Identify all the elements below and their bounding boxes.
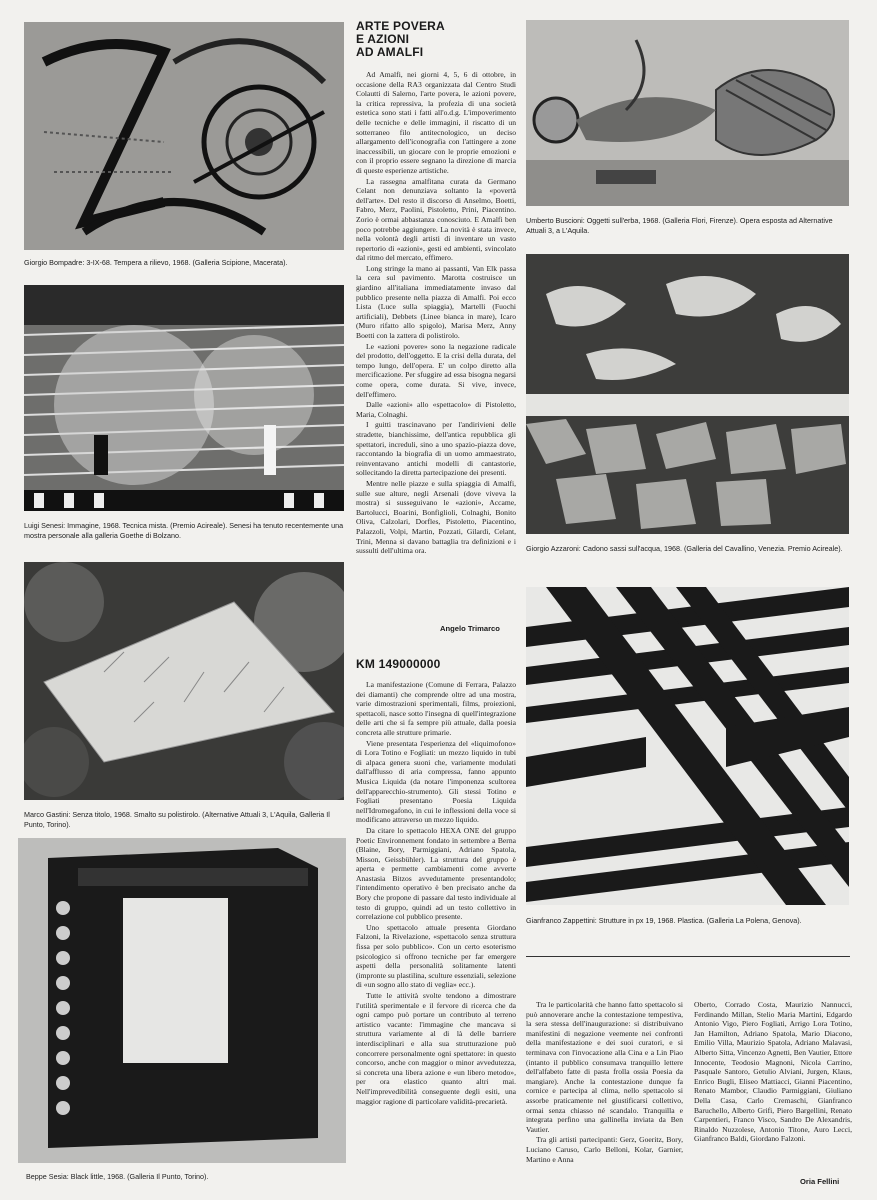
- article-body-arte-povera: [356, 70, 516, 620]
- caption-gastini: Marco Gastini: Senza titolo, 1968. Smalto su polistirolo. (Alternative Attuali 3, L'Aquila, Galleria Il Punto, Torino).: [24, 810, 330, 829]
- paragraph: La rassegna amalfitana curata da Germano Celant non denunziava soltanto la «povertà dell'arte». Del resto il discorso di Anselmo, Boetti, Fabro, Merz, Paolini, Pistoletto, Prini, Piacentino. Zorio è ormai abbastanza conosciuto. E Amalfi ben poco potrebbe aggiungere. La novità è stata invece, nella volontà degli artisti di inventare un vasto repertorio di «azioni», gesti ed ambienti, svincolato dal ritmo del mercato, effimero.: [356, 176, 516, 263]
- paragraph: Dalle «azioni» allo «spettacolo» di Pistoletto, Maria, Colnaghi.: [356, 400, 516, 419]
- paragraph: Tra gli artisti partecipanti: Gerz, Goeritz, Bory, Luciano Caruso, Carlo Belloni, Kolar, Garnier, Martino e Anna: [526, 1135, 683, 1164]
- article-headline-line3: AD AMALFI: [356, 45, 424, 59]
- paragraph: Uno spettacolo attuale presenta Giordano Falzoni, la Rivelazione, «spettacolo senza struttura fissa per solo pubblico». Con un certo esoterismo psicologico si offrono tecniche per far emergere aspetti della personalità solitamente latenti (impronte su plastilina, sculture essenziali, selezione di «un sogno allo stato di veglia» ecc.).: [356, 922, 516, 990]
- artwork-azzaroni-image: [526, 254, 849, 534]
- artwork-sesia-image: [18, 838, 346, 1163]
- artwork-gastini-image: [24, 562, 344, 800]
- article2-continuation-left: [526, 1000, 683, 1195]
- signature-fellini: Oria Fellini: [800, 1177, 840, 1186]
- article-headline-line1: ARTE POVERA: [356, 19, 445, 33]
- caption-senesi: Luigi Senesi: Immagine, 1968. Tecnica mista. (Premio Acireale). Senesi ha tenuto recentemente una mostra personale alla galleria Goethe di Bolzano.: [24, 521, 344, 540]
- paragraph: I guitti trascinavano per l'andirivieni delle stradette, bianchissime, dell'antica repubblica gli spettatori, increduli, sino a uno spazio-piazza dove, raccontando la biografia di un uomo ammaestrato, reinventavano antichi modelli di cantastorie, sollecitando la diretta partecipazione dei presenti.: [356, 420, 516, 478]
- article2-headline: KM 149000000: [356, 657, 441, 671]
- artwork-bompadre-image: [24, 22, 344, 250]
- paragraph: Le «azioni povere» sono la negazione radicale del prodotto, dell'oggetto. E la crisi della durata, del tempo lungo, dell'opera. E' un colpo diretto alla mercificazione. Per sfuggire ad essa bisogna negarsi come opera, come durata. Si vive, invece, dell'effimero.: [356, 341, 516, 399]
- paragraph: Oberto, Corrado Costa, Maurizio Nannucci, Ferdinando Millan, Stelio Maria Martini, Edgardo Antonio Vigo, Piero Fogliati, Arrigo Lora Totino, Jan Hamilton, Adriano Spatola, Mario Diacono, Emilio Villa, Maurizio Spatola, Adriano Malavasi, Alberto Sitta, Vincenzo Agnetti, Ben Vautier, Ettore Innocente, Teodosio Magnoni, Nicola Carrino, Pasquale Santoro, Getulio Alviani, Jurgen, Klaus, Enrico Bugli, Eliseo Mattiacci, Gianni Piacentino, Renato Mambor, Claudio Parmiggiani, Giuliano Della Casa, Carlo Cremaschi, Gianfranco Baruchello, Alberto Grifi, Piero Bargellini, Renato Carpentieri, Franco Visco, Sandro De Alexandris, Rinaldo Nuzzolese, Antonio Titone, Auro Lecci, Gianfranco Baldi, Giordano Falzoni.: [694, 1000, 852, 1144]
- paragraph: Tutte le attività svolte tendono a dimostrare l'utilità sperimentale e il fervore di ricerca che da ogni campo può portare un contributo al terreno artistico vacante: l'immagine che mancava si struttura variamente al di là delle barriere interdisciplinari e alla sua strutturazione può concorrere personalmente ogni spettatore: in questo concorso, anche con maggior o minor avvedutezza, si concreta una libera azione e «un libero metodo», per ora elastico quanto altri mai. Nell'imprevedibilità conseguente degli esiti, una maggior ragione di particolare validità-precarietà.: [356, 991, 516, 1106]
- signature-trimarco: Angelo Trimarco: [440, 624, 500, 633]
- caption-buscioni: Umberto Buscioni: Oggetti sull'erba, 1968. (Galleria Flori, Firenze). Opera esposta ad Alternative Attuali 3, a L'Aquila.: [526, 216, 833, 235]
- caption-azzaroni: Giorgio Azzaroni: Cadono sassi sull'acqua, 1968. (Galleria del Cavallino, Venezia. Premio Acireale).: [526, 544, 843, 553]
- artwork-buscioni-image: [526, 20, 849, 206]
- caption-sesia: Beppe Sesia: Black little, 1968. (Galleria Il Punto, Torino).: [26, 1172, 209, 1181]
- divider-rule: [526, 956, 850, 957]
- artwork-zappettini-image: [526, 587, 849, 905]
- paragraph: Mentre nelle piazze e sulla spiaggia di Amalfi, sulle sue alture, negli Arsenali (dove viveva la mostra) si susseguivano le «azioni», Accame, Bartolucci, Boarini, Bonfiglioli, Colnaghi, Bonito Oliva, Calzolari, Dorfles, Pistoletto, Piacentino, Palazzoli, Volpi, Martin, Pozzati, Gilardi, Celant, Trini, Menna si davano battaglia tra definizioni e i sussulti dell'ultima ora.: [356, 478, 516, 556]
- caption-zappettini: Gianfranco Zappettini: Strutture in px 19, 1968. Plastica. (Galleria La Polena, Genova).: [526, 916, 802, 925]
- paragraph: Ad Amalfi, nei giorni 4, 5, 6 di ottobre, in occasione della RA3 organizzata dal Centro Studi Colautti di Salerno, l'arte povera, le azioni povere, la critica repressiva, la profezia di una società estetica sono stati i fatti all'o.d.g. L'impoverimento delle tecniche e delle immagini, il riscatto di un sotterraneo filo antitecnologico, un deciso allargamento dell'iconografia con l'attingere a zone inaccessibili, un giocare con le proprie emozioni e con il proprio essere segnano la direzione di marcia di queste esperienze artistiche.: [356, 70, 516, 175]
- paragraph: Viene presentata l'esperienza del «liquimofono» di Lora Totino e Fogliati: un mezzo liquido in tubi di alpaca genera suoni che, variamente modulati dall'afflusso di aria compressa, fanno appunto Musica Liquida (da notare l'imponenza scultorea dell'apparecchio-strumento). Gli stessi Totino e Fogliati presentano Poesia Liquida nell'Idromegafono, in cui le inflessioni della voce si modificano attraverso un mezzo liquido.: [356, 738, 516, 825]
- article-body-km: [356, 680, 516, 1195]
- paragraph: La manifestazione (Comune di Ferrara, Palazzo dei diamanti) che comprende oltre ad una mostra, varie dimostrazioni sperimentali, films, proiezioni, spettacoli, nasce sotto l'insegna di quell'integrazione delle arti che si fa sempre più attuale, dalla poesia concreta alle strutture primarie.: [356, 680, 516, 737]
- paragraph: Da citare lo spettacolo HEXA ONE del gruppo Poetic Environnement fondato in settembre a Berna (Blaine, Bory, Parmiggiani, Adriano Spatola, Misson, Geissbühler). La struttura del gruppo è aperta e permette cambiamenti come avverte Anastasia Bitzos avvedutamente presentandolo; l'intendimento operativo è ben precisato anche da Bory che propone di passare dal testo individuale al testo di gruppo, quindi ad un testo collettivo in correlazione col pubblico presente.: [356, 825, 516, 922]
- paragraph: Tra le particolarità che hanno fatto spettacolo si può annoverare anche la contestazione tempestiva, la sera stessa dell'inaugurazione: si distribuivano manifestini di negazione veemente nei confronti della manifestazione e dei suoi curatori, e si terminava con l'invocazione alla Cina e a Lin Piao (intanto il pubblico consumava tranquillo lettere dell'alfabeto fatte di pasta frolla ossia Poesia da mangiare). Anche la contestazione dunque fa cornice e partecipa al clima, nello spettacolo si assorbe praticamente nel giustificarsi collettivo, ormai senza chiasso né scandalo. Tranquilla e integrata perfino una gallinella inviata da Ben Vautier.: [526, 1000, 683, 1134]
- paragraph: Long stringe la mano ai passanti, Van Elk passa la cera sul pavimento. Marotta costruisce un giardino all'italiana immediatamente invaso dal pubblico presente nella piazza di Amalfi. Poi ecco Lista (Luce sulla spiaggia), Martelli (Fuochi artificiali), Debbets (Linee bianca in mare), Icaro (Muro rifatto allo spigolo), Marisa Merz, Anny Boetti con la zattera di polistirolo.: [356, 263, 516, 341]
- caption-bompadre: Giorgio Bompadre: 3-IX-68. Tempera a rilievo, 1968. (Galleria Scipione, Macerata).: [24, 258, 288, 267]
- artwork-senesi-image: [24, 285, 344, 511]
- article-headline-line2: E AZIONI: [356, 32, 410, 46]
- article2-continuation-right: [694, 1000, 852, 1172]
